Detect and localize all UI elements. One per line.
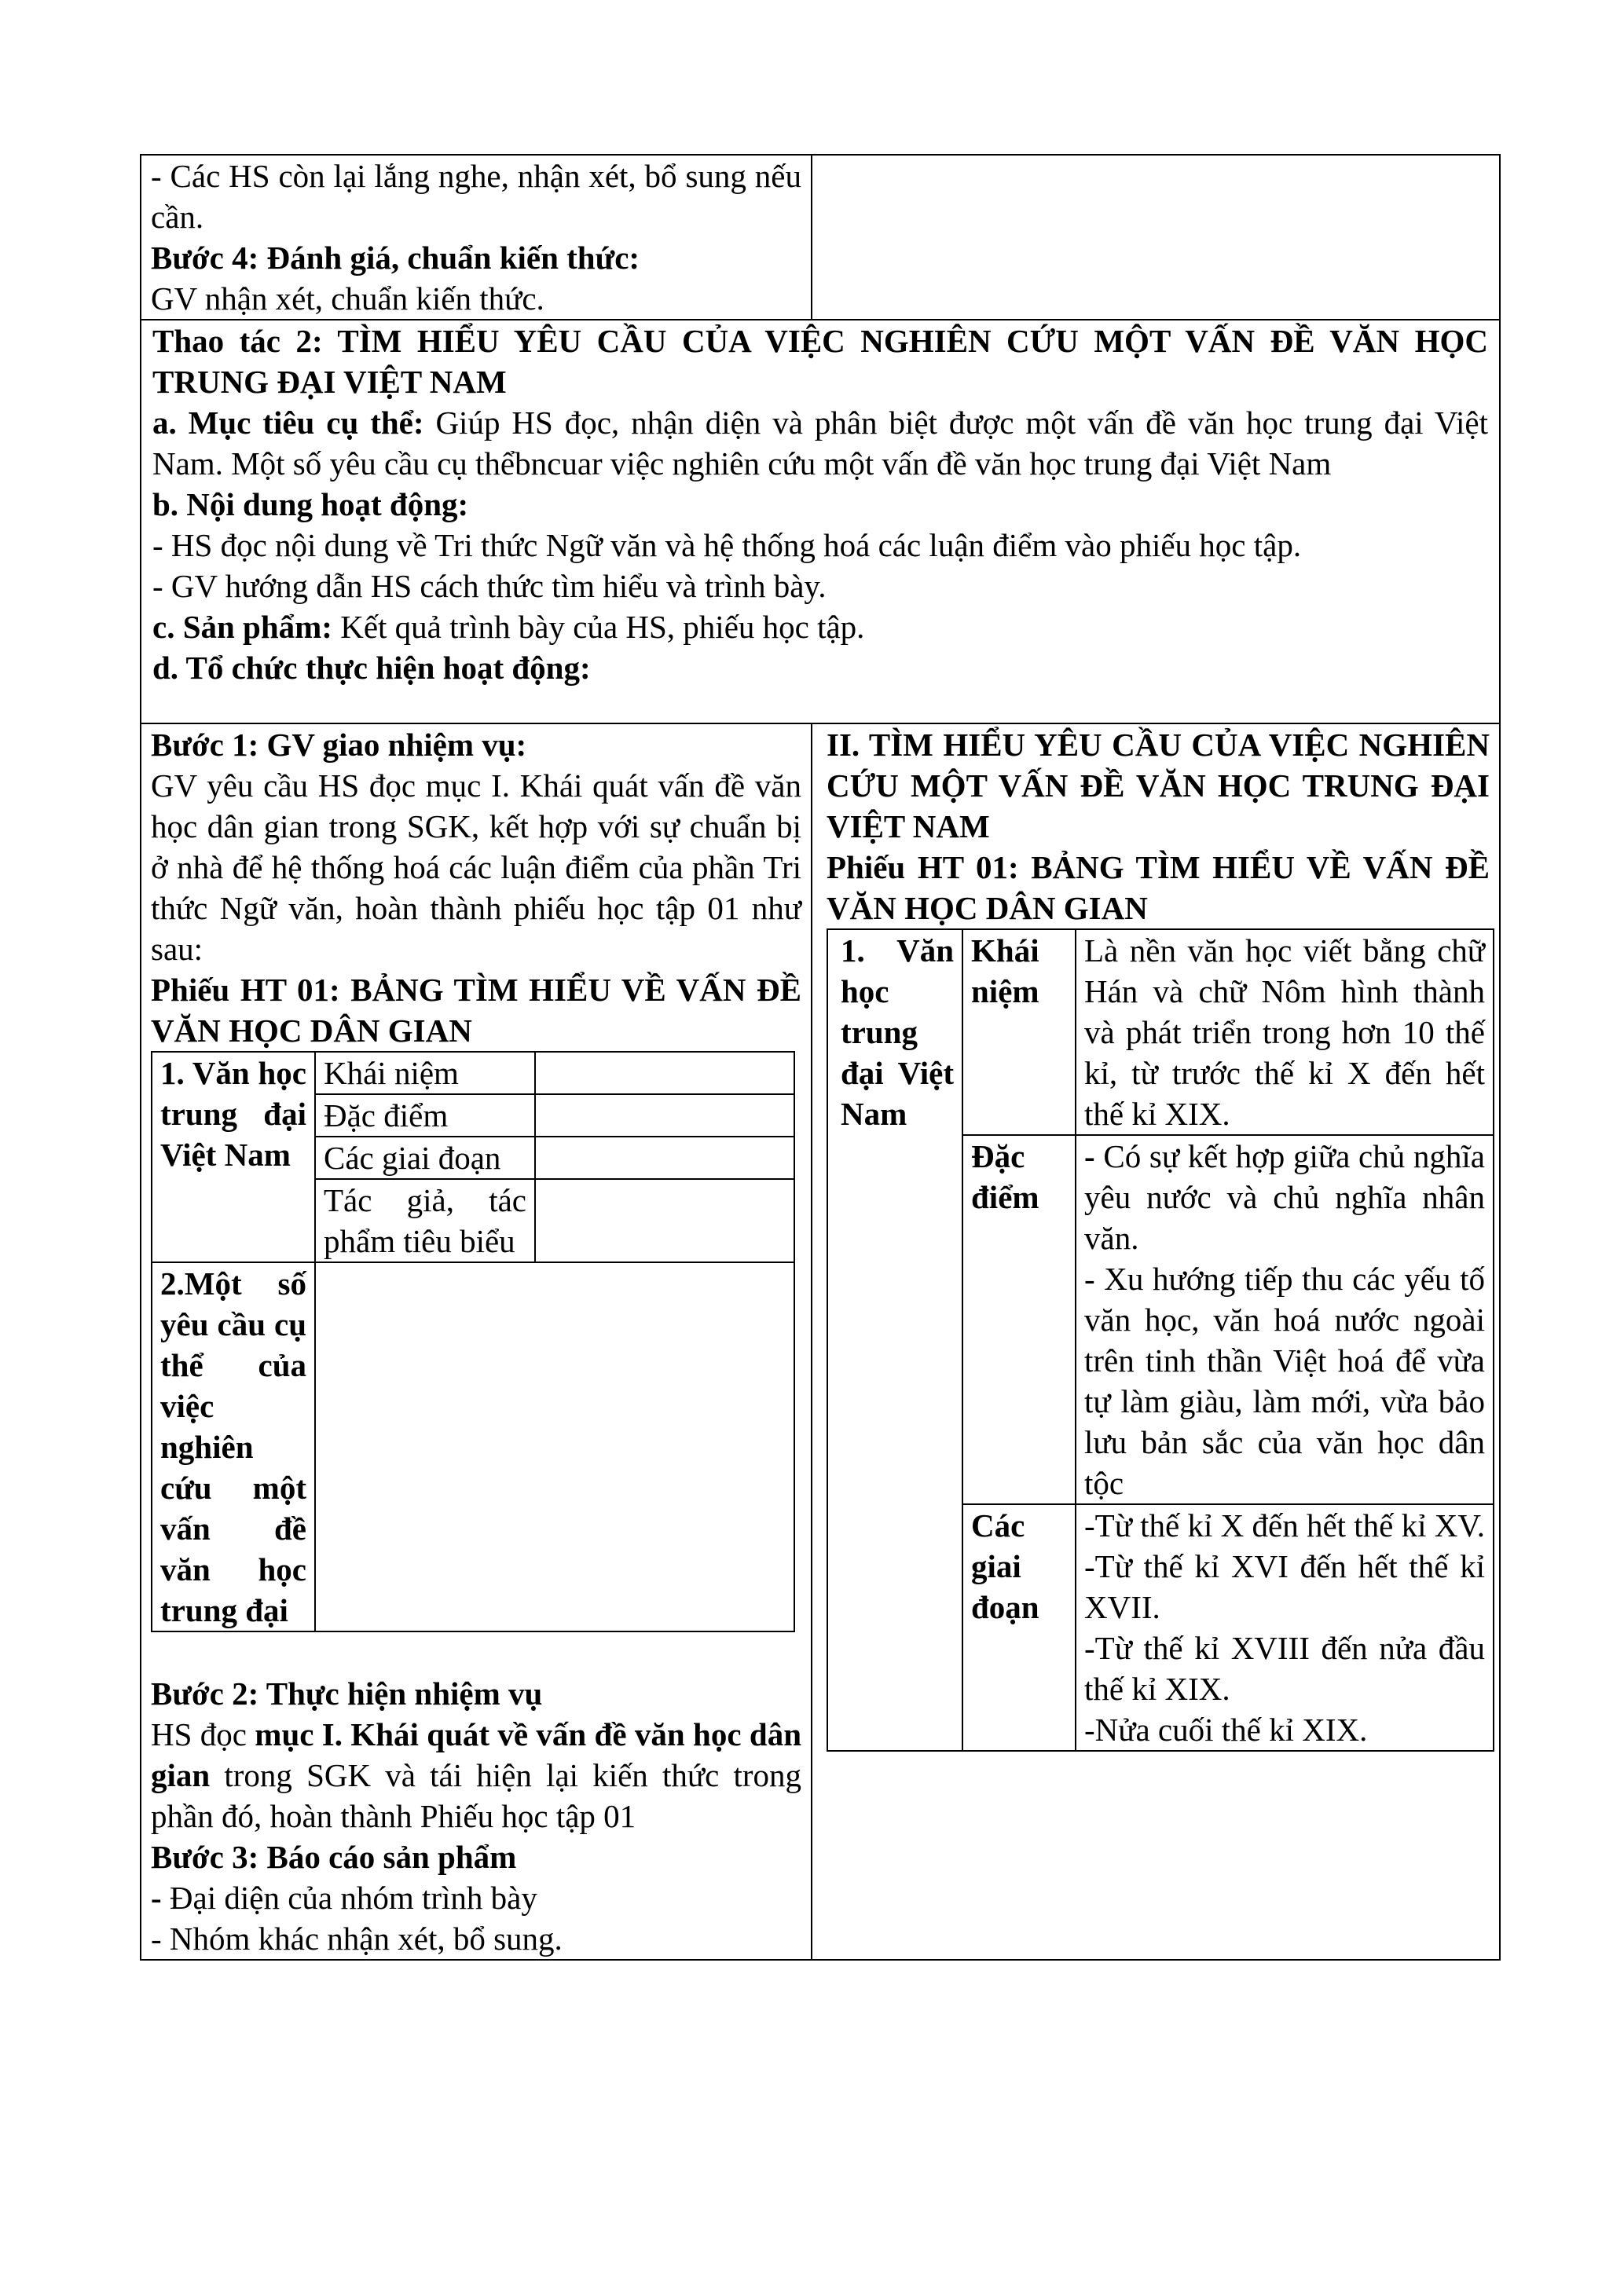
- value-text: Có sự kết hợp giữa chủ nghĩa yêu nước và chủ nghĩa nhân văn.: [1084, 1138, 1485, 1256]
- worksheet-value-empty: [535, 1179, 794, 1262]
- objective-label: a. Mục tiêu cụ thể:: [152, 405, 424, 441]
- worksheet-value: [1076, 1135, 1494, 1504]
- value-line: -Từ thế kỉ XVIII đến nửa đầu thế kỉ XIX.: [1084, 1630, 1485, 1707]
- table-row: [152, 1052, 794, 1094]
- step2-bold: mục I. Khái quát về vấn đề văn học dân gian: [151, 1716, 801, 1793]
- product-paragraph: [152, 606, 1488, 647]
- product-label: c. Sản phẩm:: [152, 609, 332, 645]
- organize-label: d. Tổ chức thực hiện hoạt động:: [152, 650, 591, 686]
- value-line: -Từ thế kỉ X đến hết thế kỉ XV.: [1084, 1507, 1485, 1543]
- worksheet-value-empty: [535, 1052, 794, 1094]
- worksheet-key: Khái niệm: [315, 1052, 535, 1094]
- table-row: [827, 929, 1494, 1135]
- value-line: -Nửa cuối thế kỉ XIX.: [1084, 1712, 1368, 1748]
- worksheet-value-empty: [535, 1094, 794, 1137]
- content-item: - HS đọc nội dung về Tri thức Ngữ văn và hệ thống hoá các luận điểm vào phiếu học tập.: [152, 527, 1302, 563]
- value-line: -Từ thế kỉ XVI đến hết thế kỉ XVII.: [1084, 1548, 1485, 1625]
- step4-title: Bước 4: Đánh giá, chuẩn kiến thức:: [151, 240, 640, 276]
- step3-title: Bước 3: Báo cáo sản phẩm: [151, 1839, 517, 1875]
- right-cell-main: [812, 723, 1500, 1960]
- worksheet-row-head: 1. Văn học trung đại Việt Nam: [827, 929, 962, 1751]
- section-cell: [141, 320, 1500, 723]
- content-label: b. Nội dung hoạt động:: [152, 486, 469, 522]
- right-heading: II. TÌM HIỂU YÊU CẦU CỦA VIỆC NGHIÊN CỨU MỘT VẤN ĐỀ VĂN HỌC TRUNG ĐẠI VIỆT NAM: [827, 727, 1490, 844]
- step2-text: trong SGK và tái hiện lại kiến thức trong phần đó, hoàn thành Phiếu học tập 01: [151, 1757, 801, 1834]
- lesson-table: [140, 154, 1501, 1961]
- worksheet-key: Khái niệm: [962, 929, 1076, 1135]
- step1-title: Bước 1: GV giao nhiệm vụ:: [151, 727, 527, 763]
- dash: -: [151, 1880, 162, 1916]
- dash: -: [1084, 1138, 1095, 1174]
- worksheet-value: [1076, 1504, 1494, 1751]
- worksheet-value-empty: [315, 1262, 794, 1631]
- right-cell-top: [812, 155, 1500, 320]
- left-cell-main: [141, 723, 812, 1960]
- worksheet-title: Phiếu HT 01: BẢNG TÌM HIỂU VỀ VẤN ĐỀ VĂN HỌC DÂN GIAN: [151, 972, 801, 1049]
- step4-text: GV nhận xét, chuẩn kiến thức.: [151, 280, 544, 317]
- table-row: [152, 1262, 794, 1631]
- section-title: Thao tác 2: TÌM HIỂU YÊU CẦU CỦA VIỆC NGHIÊN CỨU MỘT VẤN ĐỀ VĂN HỌC TRUNG ĐẠI VIỆT NAM: [152, 323, 1488, 400]
- paragraph: - Các HS còn lại lắng nghe, nhận xét, bổ sung nếu cần.: [151, 158, 801, 235]
- step2-paragraph: [151, 1714, 801, 1836]
- worksheet-key: Các giai đoạn: [315, 1137, 535, 1179]
- worksheet-answer-table: [827, 928, 1494, 1752]
- table-row: [141, 723, 1500, 1960]
- step3-item: [151, 1877, 801, 1918]
- worksheet-key: Các giai đoạn: [962, 1504, 1076, 1751]
- left-cell-top: [141, 155, 812, 320]
- worksheet-key: Đặc điểm: [962, 1135, 1076, 1504]
- worksheet-row-head: 2.Một số yêu cầu cụ thể của việc nghiên cứu một vấn đề văn học trung đại: [152, 1262, 315, 1631]
- product-text: Kết quả trình bày của HS, phiếu học tập.: [332, 609, 865, 645]
- step3-item-text: Đại diện của nhóm trình bày: [161, 1880, 537, 1916]
- step2-title: Bước 2: Thực hiện nhiệm vụ: [151, 1675, 543, 1712]
- value-line: [1084, 1136, 1485, 1258]
- worksheet-empty-table: [151, 1051, 795, 1632]
- step2-text: HS đọc: [151, 1716, 255, 1752]
- worksheet-value-empty: [535, 1137, 794, 1179]
- table-row: [141, 320, 1500, 723]
- worksheet-value: Là nền văn học viết bằng chữ Hán và chữ Nôm hình thành và phát triển trong hơn 10 thế kỉ, từ trước thế kỉ X đến hết thế kỉ XIX.: [1076, 929, 1494, 1135]
- lesson-page: [140, 154, 1499, 1961]
- worksheet-key: Đặc điểm: [315, 1094, 535, 1137]
- step3-item: - Nhóm khác nhận xét, bổ sung.: [151, 1921, 563, 1957]
- content-item: - GV hướng dẫn HS cách thức tìm hiểu và trình bày.: [152, 568, 827, 604]
- table-row: [141, 155, 1500, 320]
- objective-paragraph: [152, 402, 1488, 484]
- worksheet-title: Phiếu HT 01: BẢNG TÌM HIỂU VỀ VẤN ĐỀ VĂN HỌC DÂN GIAN: [827, 849, 1490, 926]
- step1-text: GV yêu cầu HS đọc mục I. Khái quát vấn đề văn học dân gian trong SGK, kết hợp với sự chuẩn bị ở nhà để hệ thống hoá các luận điểm của phần Tri thức Ngữ văn, hoàn thành phiếu học tập 01 như sau:: [151, 767, 801, 967]
- worksheet-row-head: 1. Văn học trung đại Việt Nam: [152, 1052, 315, 1262]
- objective-text: Giúp HS đọc, nhận diện và phân biệt được một vấn đề văn học trung đại Việt Nam. Một số yêu cầu cụ thểbncuar việc nghiên cứu một vấn đề văn học trung đại Việt Nam: [152, 405, 1488, 482]
- value-line: - Xu hướng tiếp thu các yếu tố văn học, văn hoá nước ngoài trên tinh thần Việt hoá để vừa tự làm giàu, làm mới, vừa bảo lưu bản sắc của văn học dân tộc: [1084, 1261, 1485, 1501]
- worksheet-key: Tác giả, tác phẩm tiêu biểu: [315, 1179, 535, 1262]
